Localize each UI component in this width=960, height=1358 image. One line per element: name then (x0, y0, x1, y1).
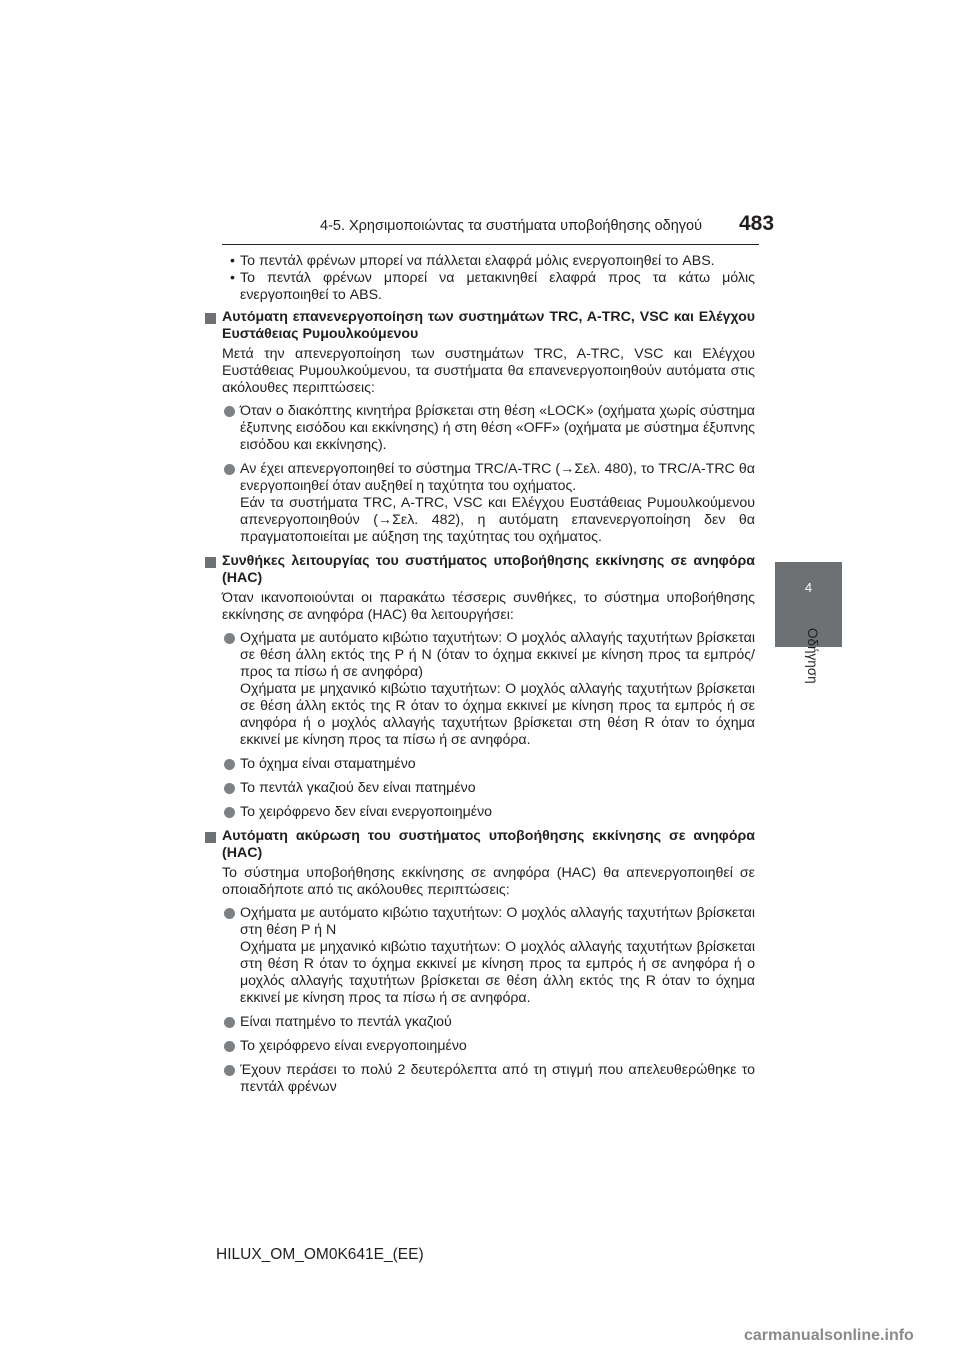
section-body: Όταν ικανοποιούνται οι παρακάτω τέσσερις συνθήκες, το σύστημα υποβοήθησης εκκίνησης σε ανηφόρα (HAC) θα λειτουργήσει: (222, 590, 755, 623)
section-hac-cancellation (204, 828, 755, 1096)
section-title: Συνθήκες λειτουργίας του συστήματος υποβοήθησης εκκίνησης σε ανηφόρα (HAC) (204, 553, 755, 587)
list-item: Το χειρόφρενο είναι ενεργοποιημένο (204, 1038, 755, 1055)
circle-bullet-icon (224, 406, 235, 417)
page-number: 483 (739, 212, 775, 235)
square-bullet-icon (205, 832, 216, 843)
list-item: Το όχημα είναι σταματημένο (204, 756, 755, 773)
list-item: Οχήματα με αυτόματο κιβώτιο ταχυτήτων: Ο μοχλός αλλαγής ταχυτήτων βρίσκεται σε θέση άλλη εκτός της P ή N (όταν το όχημα εκκινεί με κίνηση προς τα εμπρός/προς τα πίσω ή σε ανηφόρα) Οχήματα με μηχανικό κιβώτιο ταχυτήτων: Ο μοχλός αλλαγής ταχυτήτων βρίσκεται σε θέση άλλη εκτός της R όταν το όχημα εκκινεί με κίνηση προς τα εμπρός ή σε ανηφόρα ή ο μοχλός αλλαγής ταχυτήτων βρίσκεται στη θέση R όταν το όχημα εκκινεί με κίνηση προς τα πίσω ή σε ανηφόρα. (204, 630, 755, 749)
list-item: Έχουν περάσει το πολύ 2 δευτερόλεπτα από τη στιγμή που απελευθερώθηκε το πεντάλ φρένων (204, 1062, 755, 1096)
condition-list (204, 403, 755, 546)
intro-bullet: • Το πεντάλ φρένων μπορεί να πάλλεται ελαφρά μόλις ενεργοποιηθεί το ABS. (204, 253, 755, 270)
circle-bullet-icon (224, 807, 235, 818)
circle-bullet-icon (224, 759, 235, 770)
intro-bullet-list (204, 253, 755, 304)
circle-bullet-icon (224, 1065, 235, 1076)
chapter-label: Οδήγηση (805, 628, 820, 684)
list-item: Είναι πατημένο το πεντάλ γκαζιού (204, 1014, 755, 1031)
header-divider (222, 244, 759, 245)
section-body: Το σύστημα υποβοήθησης εκκίνησης σε ανηφόρα (HAC) θα απενεργοποιηθεί σε οποιαδήποτε από τις ακόλουθες περιπτώσεις: (222, 865, 755, 898)
list-item: Οχήματα με αυτόματο κιβώτιο ταχυτήτων: Ο μοχλός αλλαγής ταχυτήτων βρίσκεται στη θέση P ή N Οχήματα με μηχανικό κιβώτιο ταχυτήτων: Ο μοχλός αλλαγής ταχυτήτων βρίσκεται στη θέση R όταν το όχημα εκκινεί με κίνηση προς τα εμπρός ή σε ανηφόρα ή ο μοχλός αλλαγής ταχυτήτων βρίσκεται σε θέση άλλη εκτός της R όταν το όχημα εκκινεί με κίνηση προς τα πίσω ή σε ανηφόρα. (204, 905, 755, 1007)
circle-bullet-icon (224, 783, 235, 794)
chapter-number: 4 (804, 580, 813, 595)
circle-bullet-icon (224, 464, 235, 475)
circle-bullet-icon (224, 908, 235, 919)
main-content (204, 253, 755, 1103)
document-code: HILUX_OM_OM0K641E_(EE) (216, 1246, 424, 1263)
list-item: Αν έχει απενεργοποιηθεί το σύστημα TRC/A-TRC (→Σελ. 480), το TRC/A-TRC θα ενεργοποιηθεί όταν αυξηθεί η ταχύτητα του οχήματος. Εάν τα συστήματα TRC, A-TRC, VSC και Ελέγχου Ευστάθειας Ρυμουλκούμενου απενεργοποιηθούν (→Σελ. 482), η αυτόματη επανενεργοποίηση δεν θα πραγματοποιείται με αύξηση της ταχύτητας του οχήματος. (204, 461, 755, 546)
section-title: Αυτόματη ακύρωση του συστήματος υποβοήθησης εκκίνησης σε ανηφόρα (HAC) (204, 828, 755, 862)
section-hac-conditions (204, 553, 755, 821)
circle-bullet-icon (224, 633, 235, 644)
section-heading: 4-5. Χρησιμοποιώντας τα συστήματα υποβοήθησης οδηγού (320, 218, 703, 234)
list-item: Όταν ο διακόπτης κινητήρα βρίσκεται στη θέση «LOCK» (οχήματα χωρίς σύστημα έξυπνης εισόδου και εκκίνησης) ή στη θέση «OFF» (οχήματα με σύστημα έξυπνης εισόδου και εκκίνησης). (204, 403, 755, 454)
intro-bullet: • Το πεντάλ φρένων μπορεί να μετακινηθεί ελαφρά προς τα κάτω μόλις ενεργοποιηθεί το ABS. (204, 270, 755, 304)
square-bullet-icon (205, 313, 216, 324)
section-title: Αυτόματη επανενεργοποίηση των συστημάτων TRC, A-TRC, VSC και Ελέγχου Ευστάθειας Ρυμουλκούμενου (204, 309, 755, 343)
condition-list (204, 905, 755, 1096)
list-item: Το χειρόφρενο δεν είναι ενεργοποιημένο (204, 804, 755, 821)
watermark: carmanualsonline.info (744, 1327, 914, 1344)
square-bullet-icon (205, 557, 216, 568)
section-auto-reactivation (204, 309, 755, 546)
circle-bullet-icon (224, 1017, 235, 1028)
section-body: Μετά την απενεργοποίηση των συστημάτων TRC, A-TRC, VSC και Ελέγχου Ευστάθειας Ρυμουλκούμενου, τα συστήματα θα επανενεργοποιηθούν αυτόματα στις ακόλουθες περιπτώσεις: (222, 346, 755, 396)
condition-list (204, 630, 755, 821)
circle-bullet-icon (224, 1041, 235, 1052)
list-item: Το πεντάλ γκαζιού δεν είναι πατημένο (204, 780, 755, 797)
